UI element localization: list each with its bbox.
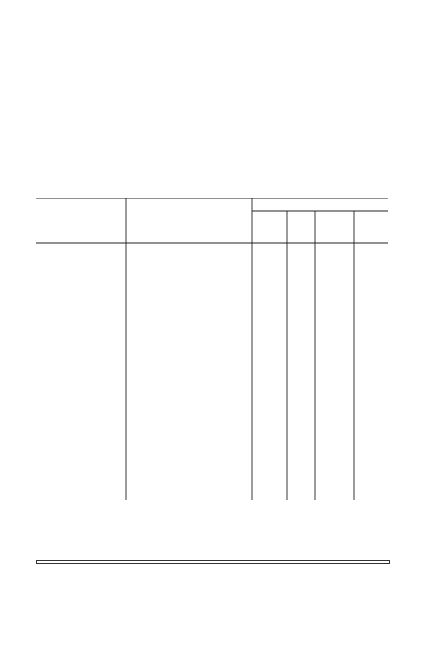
table-grid: [36, 198, 388, 500]
page-header: [36, 33, 43, 45]
paragraph-9: [36, 560, 390, 564]
